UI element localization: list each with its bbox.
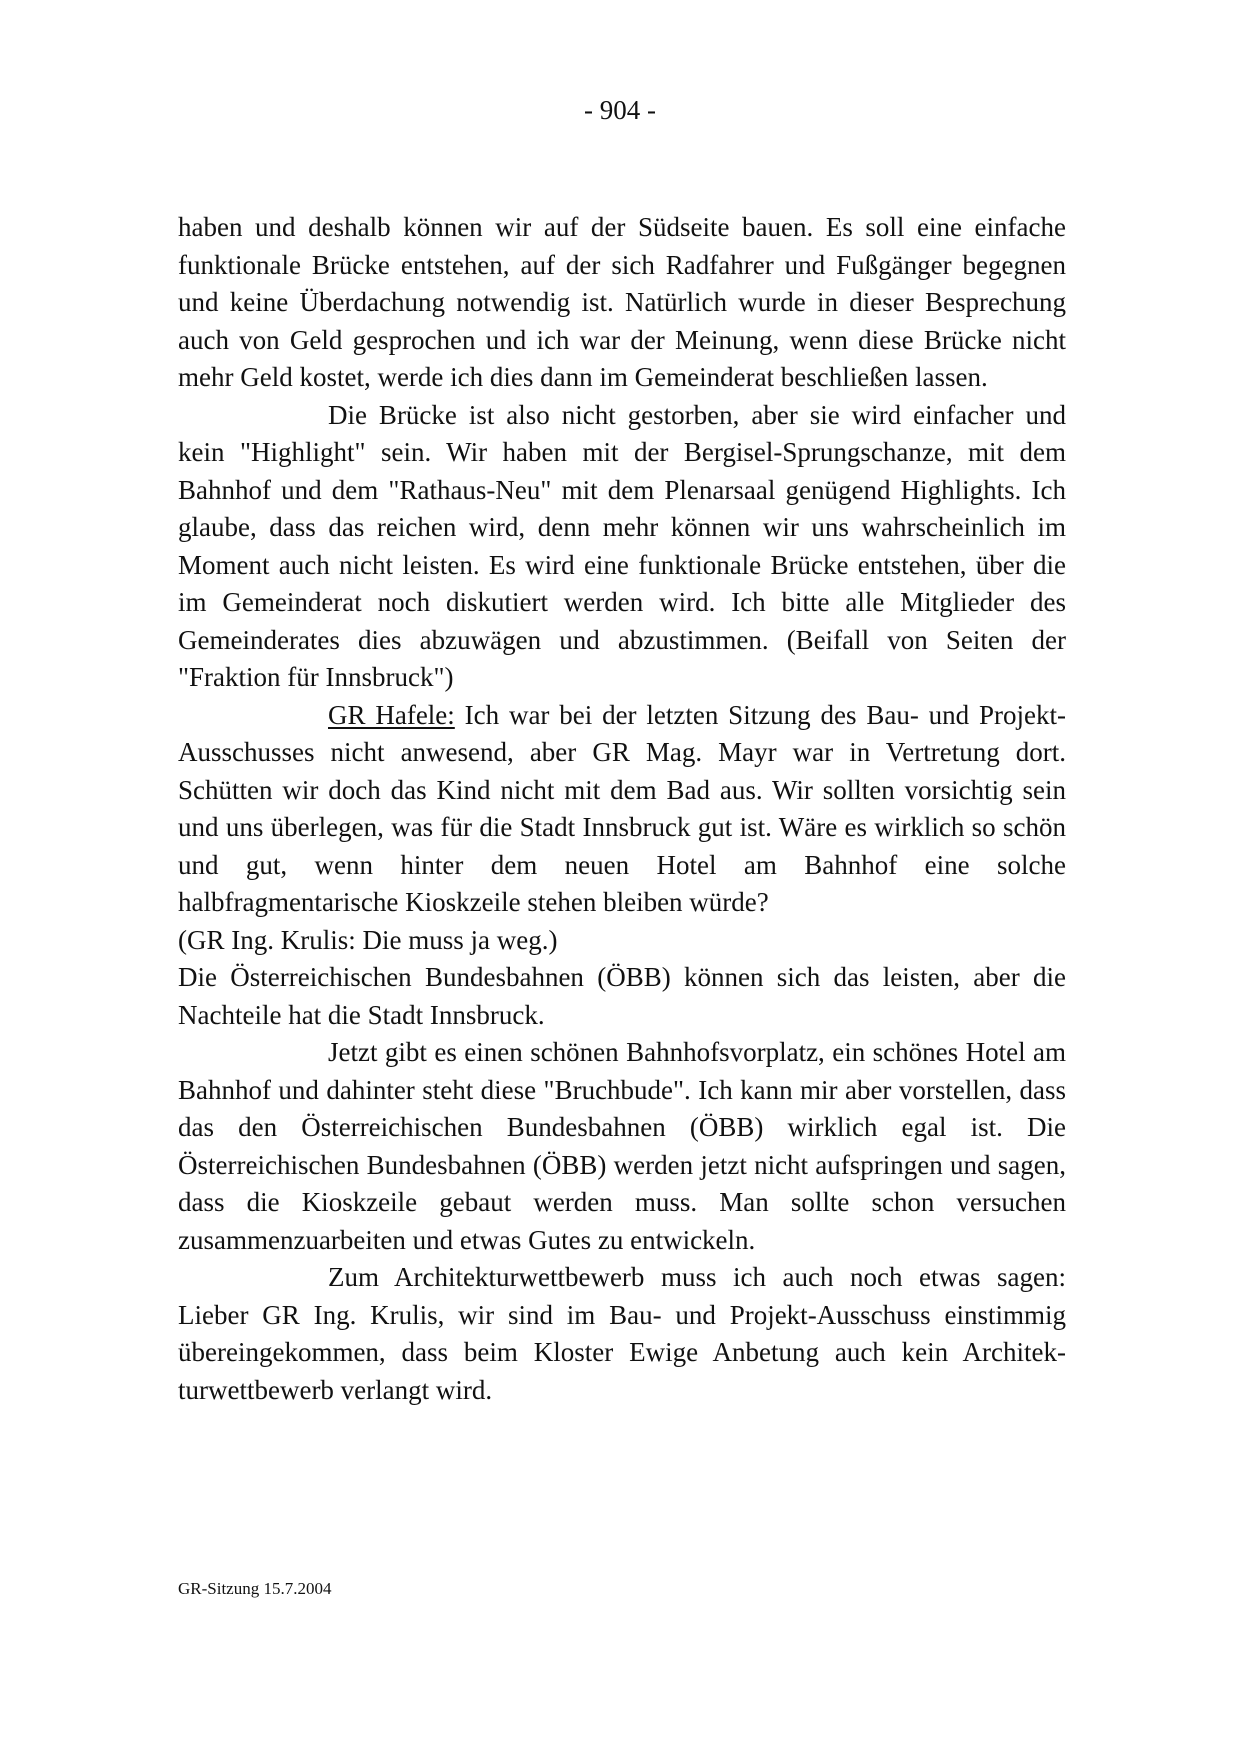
speaker-name: GR Hafele: [328, 699, 455, 730]
speaker-paragraph [178, 697, 1066, 922]
interjection: (GR Ing. Krulis: Die muss ja weg.) [178, 924, 558, 955]
speaker-statement: Ich war bei der letzten Sitzung des Bau- und Projekt-Ausschusses nicht anwesend, aber GR Mag. Mayr war in Vertretung dort. Schütten wir doch das Kind nicht mit dem Bad aus. Wir sollten vorsichtig sein und uns überlegen, was für die Stadt Innsbruck gut ist. Wäre es wirklich so schön und gut, wenn hinter dem neuen Hotel am Bahnhof eine solche halbfragmentarische Kioskzeile stehen bleiben würde? [178, 699, 1066, 917]
paragraph: Zum Architekturwettbewerb muss ich auch noch etwas sagen: Lieber GR Ing. Krulis, wir sind im Bau- und Projekt-Ausschuss einstimmig übereingekommen, dass beim Kloster Ewige Anbetung auch kein Architekturwettbewerb verlangt wird. [178, 1262, 1066, 1405]
paragraph: Jetzt gibt es einen schönen Bahnhofsvorplatz, ein schönes Hotel am Bahnhof und dahinter steht diese "Bruchbude". Ich kann mir aber vorstellen, dass das den Österreichischen Bundesbahnen (ÖBB) wirklich egal ist. Die Österreichischen Bundesbahnen (ÖBB) werden jetzt nicht aufspringen und sagen, dass die Kioskzeile gebaut werden muss. Man sollte schon versuchen zusammenzuarbeiten und etwas Gutes zu entwickeln. [178, 1037, 1066, 1255]
footer-session-label: GR-Sitzung 15.7.2004 [178, 1579, 332, 1598]
paragraph: Die Österreichischen Bundesbahnen (ÖBB) können sich das leisten, aber die Nachteile hat die Stadt Innsbruck. [178, 962, 1066, 1030]
page-number: - 904 - [584, 95, 656, 125]
document-body [178, 209, 1066, 1409]
paragraph: haben und deshalb können wir auf der Südseite bauen. Es soll eine einfache funktionale Brücke entstehen, auf der sich Radfahrer und Fußgänger begegnen und keine Überdachung notwendig ist. Natürlich wurde in dieser Besprechung auch von Geld gesprochen und ich war der Meinung, wenn diese Brücke nicht mehr Geld kostet, werde ich dies dann im Gemeinderat beschließen lassen. [178, 212, 1066, 392]
paragraph: Die Brücke ist also nicht gestorben, aber sie wird einfacher und kein "Highlight" sein. Wir haben mit der Bergisel-Sprungschanze, mit dem Bahnhof und dem "Rathaus-Neu" mit dem Plenarsaal genügend Highlights. Ich glaube, dass das reichen wird, denn mehr können wir uns wahrscheinlich im Moment auch nicht leisten. Es wird eine funktionale Brücke entstehen, über die im Gemeinderat noch diskutiert werden wird. Ich bitte alle Mitglieder des Gemeinderates dies abzuwägen und abzustimmen. (Beifall von Seiten der "Fraktion für Innsbruck") [178, 399, 1066, 692]
